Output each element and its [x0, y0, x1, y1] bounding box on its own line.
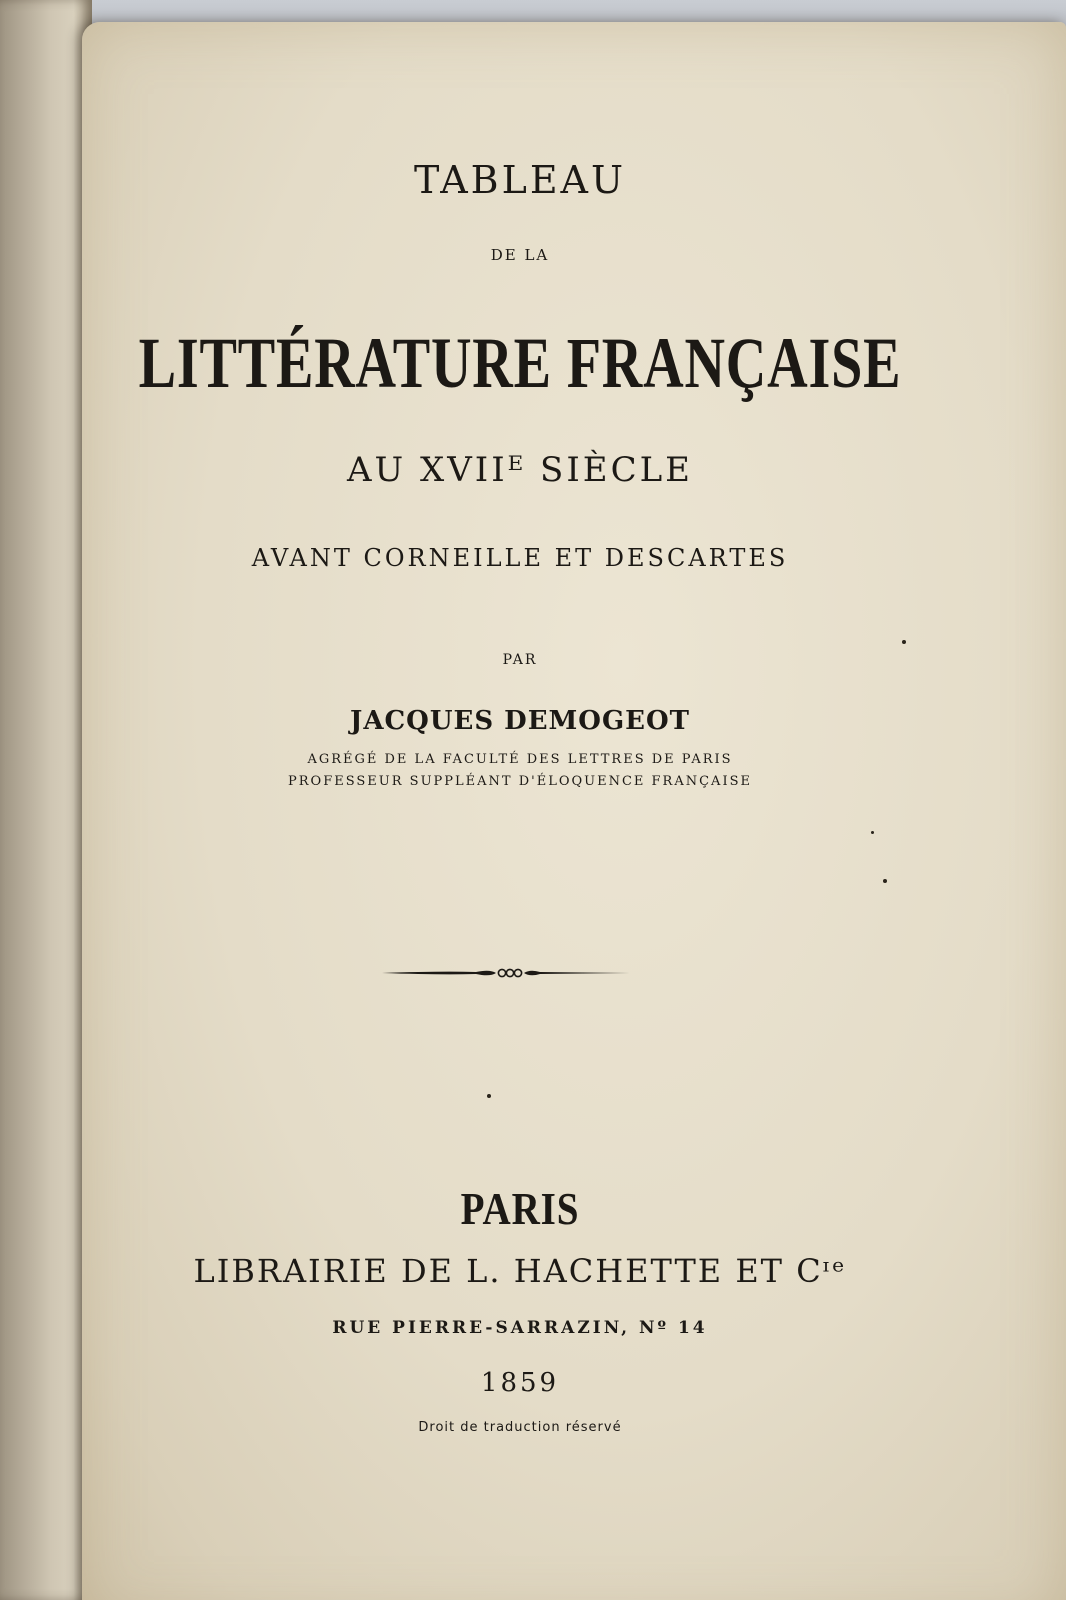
author-name: JACQUES DEMOGEOT: [350, 706, 690, 736]
title-line-de-la: DE LA: [490, 246, 550, 264]
imprint-city: PARIS: [460, 1183, 580, 1234]
paper-speck: [883, 879, 887, 883]
paper-speck: [871, 831, 874, 834]
paper-speck: [902, 640, 906, 644]
by-line: PAR: [502, 652, 538, 668]
imprint-address: RUE PIERRE-SARRAZIN, Nº 14: [332, 1318, 708, 1338]
ornament-divider: [380, 964, 632, 982]
left-page-edge: [0, 0, 92, 1600]
imprint-publisher: LIBRAIRIE DE L. HACHETTE ET Cᶦᵉ: [193, 1252, 847, 1290]
subtitle: AVANT CORNEILLE ET DESCARTES: [251, 544, 789, 572]
main-title: LITTÉRATURE FRANÇAISE: [138, 323, 902, 403]
century-line: AU XVIIᴱ SIÈCLE: [346, 450, 694, 490]
imprint-year: 1859: [480, 1368, 560, 1398]
title-line-tableau: TABLEAU: [413, 158, 627, 202]
rights-notice: Droit de traduction réservé: [418, 1420, 622, 1435]
author-affiliation-2: PROFESSEUR SUPPLÉANT D'ÉLOQUENCE FRANÇAISE: [288, 774, 752, 789]
paper-speck: [487, 1094, 491, 1098]
author-affiliation-1: AGRÉGÉ DE LA FACULTÉ DES LETTRES DE PARIS: [307, 752, 733, 767]
